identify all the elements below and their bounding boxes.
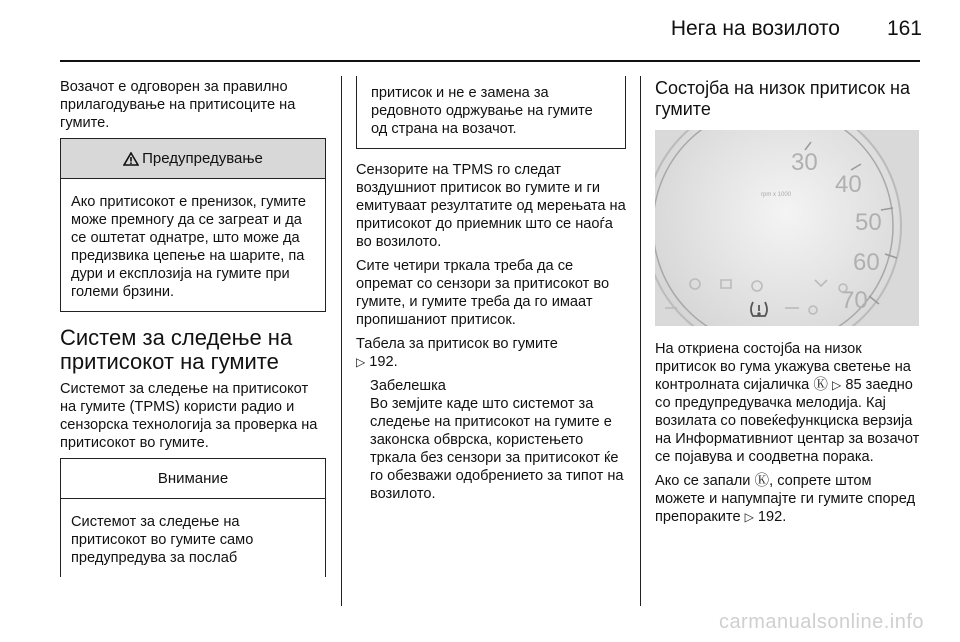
page-reference-icon: ▷: [744, 510, 754, 524]
page-reference-icon: ▷: [356, 355, 366, 369]
warning-box: [60, 138, 326, 312]
column-1: [60, 78, 326, 587]
gauge-mark-60: 60: [853, 249, 880, 276]
instrument-cluster-image: [655, 130, 919, 326]
gauge-mark-30: 30: [791, 149, 818, 176]
four-wheels-paragraph: Сите четири тркала треба да се опремат со сензори за притисокот во гумите, и гумите треба да го имаат пропишаниот притисок.: [356, 258, 610, 328]
gauge-mark-50: 50: [855, 209, 882, 236]
note-heading: Забелешка: [370, 378, 446, 394]
page-number: 161: [886, 17, 922, 40]
warning-box-body: Ако притисокот е пренизок, гумите може премногу да се загреат и да се оштетат однатре, што може да предизвика цепење на шарите, па дури и експлозија на гумите при големи брзини.: [71, 194, 307, 300]
warning-heading-text: Предупредување: [142, 149, 263, 167]
gauge-mark-70: 70: [841, 287, 868, 314]
gauge-mark-40: 40: [835, 171, 862, 198]
control-lamp-link[interactable]: 85: [845, 377, 862, 393]
column-divider-1: [341, 76, 342, 606]
column-3: [655, 78, 923, 532]
footer-watermark: carmanualsonline.info: [718, 611, 924, 633]
speedometer-gauge: [655, 130, 919, 326]
section-heading-tpms: Систем за следење на притисокот на гумите: [60, 325, 293, 374]
sensors-paragraph: Сензорите на TPMS го следат воздушниот притисок во гумите и ги емитуваат резултатите од мерењата на притисокот до приемник што се наоѓа во возилото.: [356, 162, 626, 250]
intro-paragraph: Возачот е одговорен за правилно прилагодување на притисоците на гумите.: [60, 79, 296, 131]
column-2: [356, 78, 626, 503]
pressure-table-text: Табела за притисок во гумите: [356, 336, 558, 352]
warning-triangle-icon: [123, 152, 139, 166]
low-pressure-paragraph-2: Ако се запали Ⓚ, сопрете штом можете и напумпајте ги гумите според препораките ▷ 192.: [655, 473, 916, 525]
header-rule: [60, 60, 920, 62]
warning-box-heading: [61, 139, 325, 179]
note-block: [370, 377, 626, 503]
pressure-table-link[interactable]: 192.: [369, 354, 398, 370]
caution-box-body: Системот за следење на притисокот во гумите само предупредува за послаб: [71, 514, 254, 566]
pressure-table-reference: [356, 335, 626, 371]
column-divider-2: [640, 76, 641, 606]
caution-box-heading: Внимание: [61, 459, 325, 499]
note-body: Во земјите каде што системот за следење на притисокот на гумите е законска обврска, користењето тркала без сензори за притисокот ќе го обезважи одобрението за типот на возилото.: [370, 396, 624, 502]
tyre-pressure-symbol-icon: Ⓚ: [813, 377, 828, 393]
tyre-pressure-symbol-icon: Ⓚ: [754, 473, 770, 489]
recommendations-link[interactable]: 192.: [757, 509, 787, 525]
low-pressure-paragraph-1: На откриена состојба на низок притисок во гума укажува светење на контролната сијаличка Ⓚ ▷ 85 заедно со предупредувачка мелодија. Кај возилата со повеќефункциска верзија на Информативниот центар за возачот се појавува и соодветна порака.: [655, 341, 920, 465]
gauge-rpm-label: rpm x 1000: [761, 192, 792, 198]
header-title: Нега на возилото: [670, 17, 840, 40]
caution-box-continued: притисок и не е замена за редовното одржување на гумите од страна на возачот.: [356, 76, 626, 149]
page-reference-icon: ▷: [832, 378, 842, 392]
tpms-paragraph: Системот за следење на притисокот на гумите (TPMS) користи радио и сензорска технологија за проверка на притисокот во гумите.: [60, 381, 318, 451]
low-pressure-heading: Состојба на низок притисок на гумите: [655, 78, 911, 119]
caution-box: [60, 458, 326, 577]
